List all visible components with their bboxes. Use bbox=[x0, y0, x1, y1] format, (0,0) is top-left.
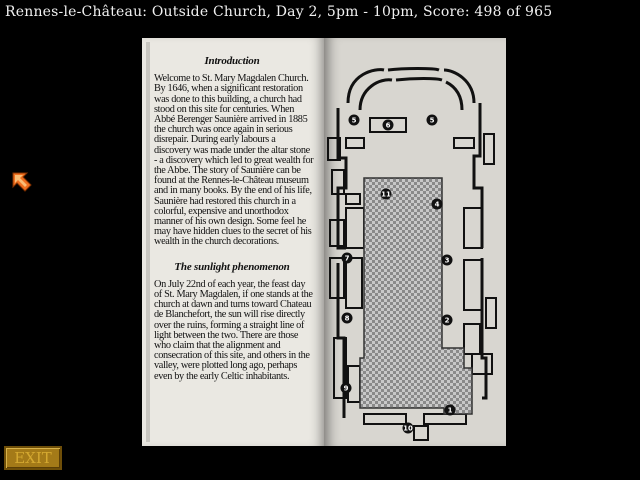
nave-floor bbox=[360, 178, 472, 414]
marker-8[interactable] bbox=[342, 313, 353, 324]
marker-7[interactable] bbox=[342, 253, 353, 264]
pointer-cursor-icon bbox=[12, 172, 32, 192]
status-bar: Rennes-le-Château: Outside Church, Day 2, 5pm - 10pm, Score: 498 of 965 bbox=[5, 4, 553, 20]
marker-9[interactable] bbox=[341, 383, 352, 394]
svg-text:9: 9 bbox=[343, 384, 349, 393]
intro-heading: Introduction bbox=[204, 55, 260, 67]
exit-button[interactable]: EXIT bbox=[4, 446, 62, 470]
marker-11[interactable] bbox=[381, 189, 392, 200]
sunlight-heading: The sunlight phenomenon bbox=[174, 260, 290, 273]
guide-book bbox=[142, 38, 506, 446]
svg-text:1: 1 bbox=[447, 406, 453, 415]
church-floor-plan bbox=[324, 38, 506, 446]
svg-text:4: 4 bbox=[434, 200, 440, 209]
marker-2[interactable] bbox=[442, 315, 453, 326]
left-page bbox=[142, 38, 324, 446]
intro-paragraph: Welcome to St. Mary Magdalen Church. By 1646, when a significant restoration was done to this building, a church had stood on this site for centuries. When Abbé Berenger Saunière arrived in 1885 the church was once again in serious disrepair. During early labours a discovery was made under the altar stone - a discovery which led to great wealth for the Abbe. The story of Saunière can be found at the Rennes-le-Château museum and in many books. By the end of his life, Saunière had restored this church in a colorful, expensive and unorthodox manner of his own design. Some feel he may have hidden clues to the secret of his wealth in the church decorations. bbox=[154, 73, 314, 248]
svg-text:5: 5 bbox=[429, 116, 435, 125]
marker-1[interactable] bbox=[445, 405, 456, 416]
marker-10[interactable] bbox=[403, 423, 414, 434]
sunlight-paragraph: On July 22nd of each year, the feast day of St. Mary Magdalen, if one stands at the church at dawn and turns toward Chateau de Blanchefort, the sun will rise directly over the ruins, forming a straight line of light between the two. There are those who claim that the alignment and consecration of this site, and others in the valley, were plotted long ago, perhaps even by the early Celtic inhabitants. bbox=[154, 278, 313, 382]
marker-5-left[interactable] bbox=[349, 115, 360, 126]
marker-6[interactable] bbox=[383, 120, 394, 131]
svg-text:8: 8 bbox=[344, 314, 350, 323]
svg-text:6: 6 bbox=[385, 121, 391, 130]
marker-5-right[interactable] bbox=[427, 115, 438, 126]
svg-text:11: 11 bbox=[381, 190, 391, 199]
marker-3[interactable] bbox=[442, 255, 453, 266]
svg-text:7: 7 bbox=[344, 254, 350, 263]
svg-text:2: 2 bbox=[444, 316, 450, 325]
intro-text-column bbox=[150, 56, 314, 382]
marker-4[interactable] bbox=[432, 199, 443, 210]
svg-text:10: 10 bbox=[403, 424, 413, 433]
svg-text:5: 5 bbox=[351, 116, 357, 125]
svg-text:3: 3 bbox=[444, 256, 450, 265]
